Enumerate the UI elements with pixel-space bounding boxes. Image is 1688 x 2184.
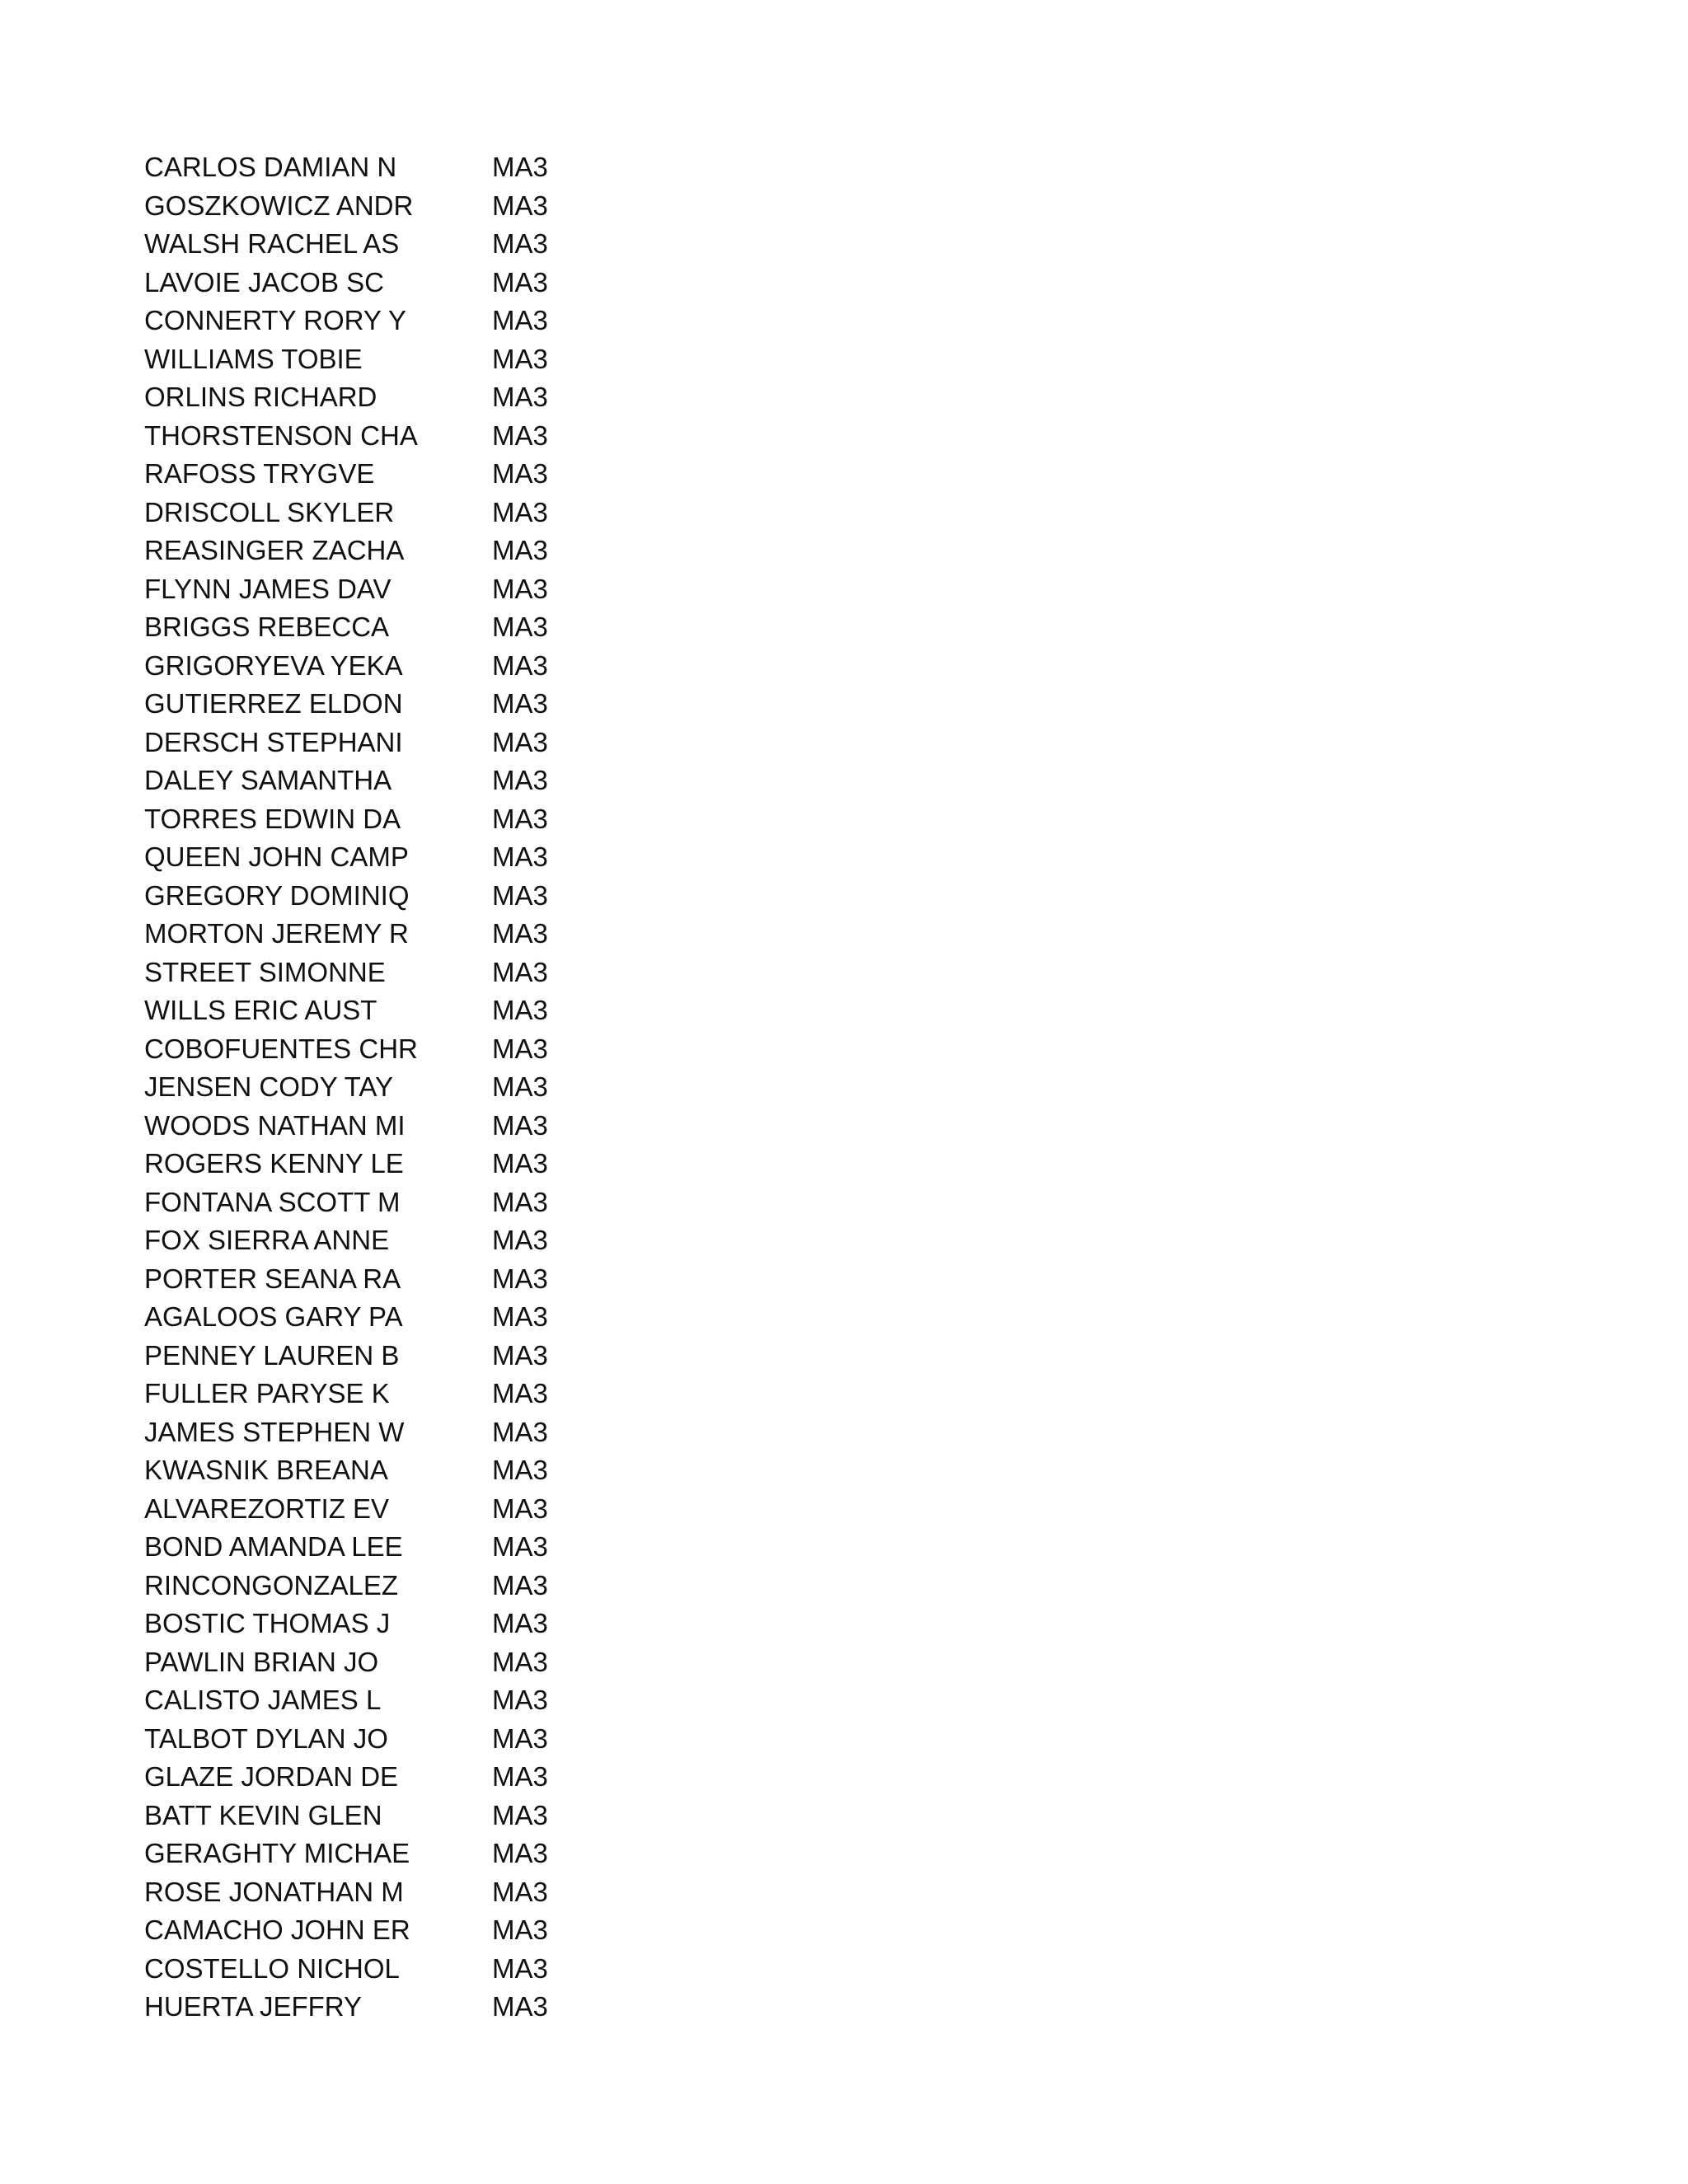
person-name: WILLIAMS TOBIE	[144, 343, 363, 374]
rank-code: MA3	[492, 1646, 548, 1677]
person-name: FONTANA SCOTT M	[144, 1186, 401, 1217]
person-name: CARLOS DAMIAN N	[144, 152, 397, 182]
list-item	[144, 954, 606, 992]
rank-code: MA3	[492, 1339, 548, 1371]
person-name: HUERTA JEFFRY	[144, 1991, 363, 2022]
list-item	[144, 724, 606, 762]
list-item	[144, 1221, 606, 1260]
person-name: ROGERS KENNY LE	[144, 1148, 404, 1179]
rank-code: MA3	[492, 496, 548, 527]
person-name: CAMACHO JOHN ER	[144, 1915, 410, 1945]
rank-code: MA3	[492, 573, 548, 604]
list-item	[144, 378, 606, 417]
rank-code: MA3	[492, 918, 548, 949]
list-item	[144, 1911, 606, 1950]
rank-code: MA3	[492, 1455, 548, 1485]
person-name: GLAZE JORDAN DE	[144, 1761, 399, 1792]
list-item	[144, 915, 606, 954]
person-name: THORSTENSON CHA	[144, 419, 418, 451]
rank-code: MA3	[492, 1071, 548, 1102]
list-item	[144, 1720, 606, 1759]
rank-code: MA3	[492, 726, 548, 757]
person-name: TALBOT DYLAN JO	[144, 1722, 388, 1754]
person-name: WOODS NATHAN MI	[144, 1109, 406, 1141]
person-name: GERAGHTY MICHAE	[144, 1838, 410, 1868]
rank-code: MA3	[492, 1952, 548, 1984]
rank-code: MA3	[492, 1186, 548, 1217]
person-name: REASINGER ZACHA	[144, 535, 405, 565]
person-name: DERSCH STEPHANI	[144, 726, 403, 757]
rank-code: MA3	[492, 1301, 548, 1332]
list-item	[144, 1835, 606, 1873]
rank-code: MA3	[492, 266, 548, 298]
person-name: BOSTIC THOMAS J	[144, 1608, 391, 1638]
rank-code: MA3	[492, 1722, 548, 1754]
list-item	[144, 494, 606, 532]
person-name: PORTER SEANA RA	[144, 1263, 401, 1294]
person-name: COSTELLO NICHOL	[144, 1952, 400, 1984]
list-item	[144, 264, 606, 302]
person-name: RAFOSS TRYGVE	[144, 458, 375, 489]
person-name: WALSH RACHEL AS	[144, 228, 400, 259]
list-item	[144, 1375, 606, 1413]
rank-code: MA3	[492, 305, 548, 335]
rank-code: MA3	[492, 1378, 548, 1408]
person-name: AGALOOS GARY PA	[144, 1301, 403, 1332]
rank-code: MA3	[492, 382, 548, 412]
list-item	[144, 1145, 606, 1183]
person-name: PAWLIN BRIAN JO	[144, 1646, 379, 1677]
rank-code: MA3	[492, 190, 548, 221]
list-item	[144, 455, 606, 494]
rank-code: MA3	[492, 1033, 548, 1064]
list-item	[144, 1567, 606, 1605]
person-name: ALVAREZORTIZ EV	[144, 1493, 390, 1524]
rank-code: MA3	[492, 1109, 548, 1141]
person-name: BATT KEVIN GLEN	[144, 1799, 382, 1830]
person-name: DRISCOLL SKYLER	[144, 496, 395, 527]
list-item	[144, 608, 606, 647]
rank-code: MA3	[492, 649, 548, 681]
person-name: QUEEN JOHN CAMP	[144, 841, 409, 872]
rank-code: MA3	[492, 458, 548, 489]
rank-code: MA3	[492, 1148, 548, 1179]
person-name: STREET SIMONNE	[144, 956, 386, 987]
rank-code: MA3	[492, 1263, 548, 1294]
list-item	[144, 1068, 606, 1107]
rank-code: MA3	[492, 1608, 548, 1638]
list-item	[144, 148, 606, 187]
person-name: TORRES EDWIN DA	[144, 803, 401, 834]
rank-code: MA3	[492, 1799, 548, 1830]
rank-code: MA3	[492, 343, 548, 374]
rank-code: MA3	[492, 228, 548, 259]
list-item	[144, 1528, 606, 1567]
person-name: MORTON JEREMY R	[144, 918, 409, 949]
list-item	[144, 225, 606, 264]
list-item	[144, 340, 606, 379]
list-item	[144, 1490, 606, 1529]
list-item	[144, 1337, 606, 1376]
rank-code: MA3	[492, 1569, 548, 1601]
list-item	[144, 1451, 606, 1490]
person-name: DALEY SAMANTHA	[144, 765, 392, 795]
rank-code: MA3	[492, 956, 548, 987]
rank-code: MA3	[492, 1685, 548, 1715]
list-item	[144, 1797, 606, 1835]
rank-code: MA3	[492, 803, 548, 834]
rank-code: MA3	[492, 1416, 548, 1447]
person-name: CALISTO JAMES L	[144, 1685, 382, 1715]
rank-code: MA3	[492, 535, 548, 565]
list-item	[144, 1413, 606, 1452]
person-name: COBOFUENTES CHR	[144, 1033, 418, 1064]
list-item	[144, 1183, 606, 1222]
list-item	[144, 302, 606, 340]
rank-code: MA3	[492, 152, 548, 182]
person-name: FULLER PARYSE K	[144, 1378, 390, 1408]
rank-code: MA3	[492, 1531, 548, 1562]
person-name: WILLS ERIC AUST	[144, 995, 377, 1025]
person-name: PENNEY LAUREN B	[144, 1339, 400, 1371]
person-name: FLYNN JAMES DAV	[144, 573, 392, 604]
rank-code: MA3	[492, 765, 548, 795]
person-name: CONNERTY RORY Y	[144, 305, 406, 335]
rank-code: MA3	[492, 879, 548, 911]
list-item	[144, 1260, 606, 1299]
rank-code: MA3	[492, 688, 548, 719]
person-name: GRIGORYEVA YEKA	[144, 649, 403, 681]
rank-code: MA3	[492, 1761, 548, 1792]
list-item	[144, 647, 606, 686]
person-name: ORLINS RICHARD	[144, 382, 377, 412]
person-name: LAVOIE JACOB SC	[144, 266, 384, 298]
person-name: GOSZKOWICZ ANDR	[144, 190, 414, 221]
person-name: RINCONGONZALEZ	[144, 1569, 399, 1601]
person-name: FOX SIERRA ANNE	[144, 1225, 390, 1255]
list-item	[144, 877, 606, 916]
list-item	[144, 532, 606, 570]
list-item	[144, 1758, 606, 1797]
person-name: GUTIERREZ ELDON	[144, 688, 403, 719]
list-item	[144, 991, 606, 1030]
list-item	[144, 1107, 606, 1146]
list-item	[144, 1030, 606, 1069]
rank-code: MA3	[492, 841, 548, 872]
list-item	[144, 838, 606, 877]
list-item	[144, 800, 606, 839]
person-name: ROSE JONATHAN M	[144, 1876, 404, 1907]
rank-code: MA3	[492, 995, 548, 1025]
rank-code: MA3	[492, 1915, 548, 1945]
rank-code: MA3	[492, 419, 548, 451]
rank-code: MA3	[492, 1225, 548, 1255]
list-item	[144, 1681, 606, 1720]
person-name: JENSEN CODY TAY	[144, 1071, 393, 1102]
rank-code: MA3	[492, 1838, 548, 1868]
person-name: GREGORY DOMINIQ	[144, 879, 410, 911]
person-name: JAMES STEPHEN W	[144, 1416, 405, 1447]
person-name: KWASNIK BREANA	[144, 1455, 388, 1485]
list-item	[144, 685, 606, 724]
list-item	[144, 1873, 606, 1912]
list-item	[144, 1988, 606, 2027]
list-item	[144, 1605, 606, 1643]
roster-list	[144, 148, 606, 2027]
rank-code: MA3	[492, 1991, 548, 2022]
list-item	[144, 570, 606, 609]
rank-code: MA3	[492, 612, 548, 642]
person-name: BRIGGS REBECCA	[144, 612, 390, 642]
rank-code: MA3	[492, 1876, 548, 1907]
rank-code: MA3	[492, 1493, 548, 1524]
list-item	[144, 417, 606, 456]
person-name: BOND AMANDA LEE	[144, 1531, 403, 1562]
list-item	[144, 1298, 606, 1337]
list-item	[144, 762, 606, 800]
list-item	[144, 187, 606, 226]
list-item	[144, 1643, 606, 1682]
list-item	[144, 1950, 606, 1989]
